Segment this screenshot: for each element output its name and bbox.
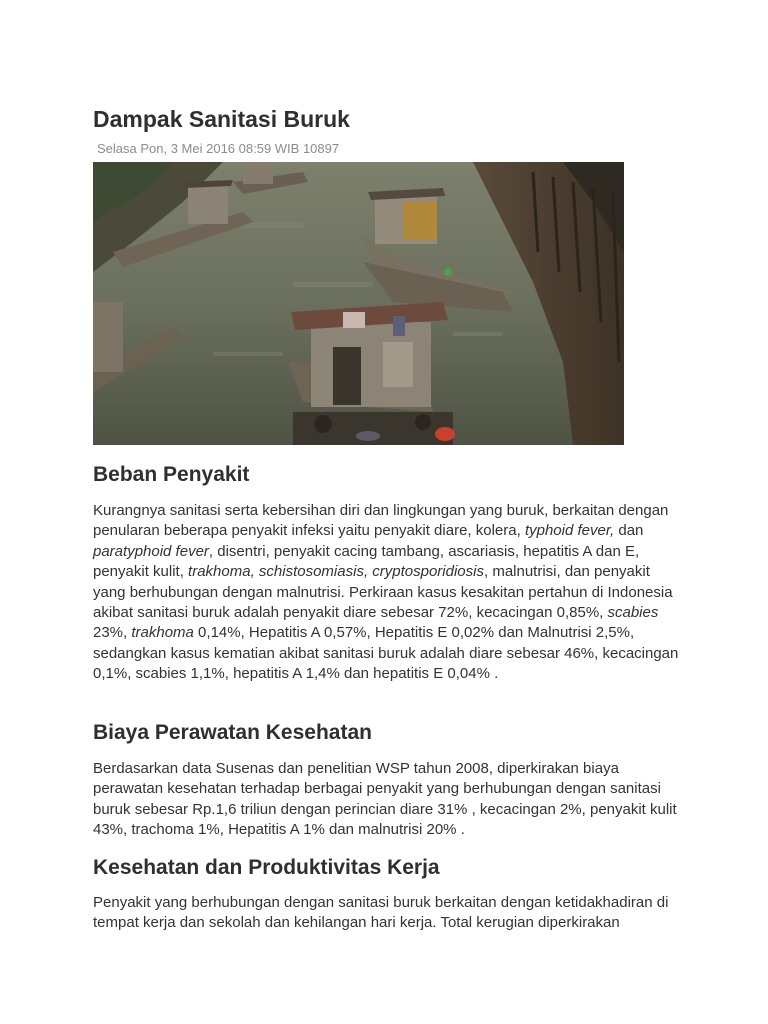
section-text-biaya-perawatan: Berdasarkan data Susenas dan penelitian WSP tahun 2008, diperkirakan biaya perawatan kesehatan terhadap berbagai penyakit yang berhubungan dengan sanitasi buruk sebesar Rp.1,6 triliun dengan perincian diare 31% , kecacingan 2%, penyakit kulit 43%, trachoma 1%, Hepatitis A 1% dan malnutrisi 20% . (93, 760, 677, 839)
section-text-beban-penyakit: Kurangnya sanitasi serta kebersihan diri dan lingkungan yang buruk, berkaitan dengan penularan beberapa penyakit infeksi yaitu penyakit diare, kolera, typhoid fever, dan paratyphoid fever, disentri, penyakit cacing tambang, ascariasis, hepatitis A dan E, penyakit kulit, trakhoma, schistosomiasis, cryptosporidiosis, malnutrisi, dan penyakit yang berhubungan dengan malnutrisi. Perkiraan kasus kesakitan pertahun di Indonesia akibat sanitasi buruk adalah penyakit diare sebesar 72%, kecacingan 0,85%, scabies 23%, trakhoma 0,14%, Hepatitis A 0,57%, Hepatitis E 0,02% dan Malnutrisi 2,5%, sedangkan kasus kematian akibat sanitasi buruk adalah diare sebesar 46%, kecacingan 0,1%, scabies 1,1%, hepatitis A 1,4% dan hepatitis E 0,04% . (93, 502, 679, 683)
section-heading-beban-penyakit: Beban Penyakit (93, 463, 250, 486)
section-heading-biaya-perawatan: Biaya Perawatan Kesehatan (93, 721, 372, 744)
section-text-produktivitas: Penyakit yang berhubungan dengan sanitasi buruk berkaitan dengan ketidakhadiran di tempat kerja dan sekolah dan kehilangan hari kerja. Total kerugian diperkirakan (93, 894, 669, 932)
river-latrines-photo (93, 162, 624, 445)
section-heading-produktivitas: Kesehatan dan Produktivitas Kerja (93, 856, 440, 879)
article-meta: Selasa Pon, 3 Mei 2016 08:59 WIB 10897 (97, 141, 340, 156)
article-title: Dampak Sanitasi Buruk (93, 106, 350, 132)
